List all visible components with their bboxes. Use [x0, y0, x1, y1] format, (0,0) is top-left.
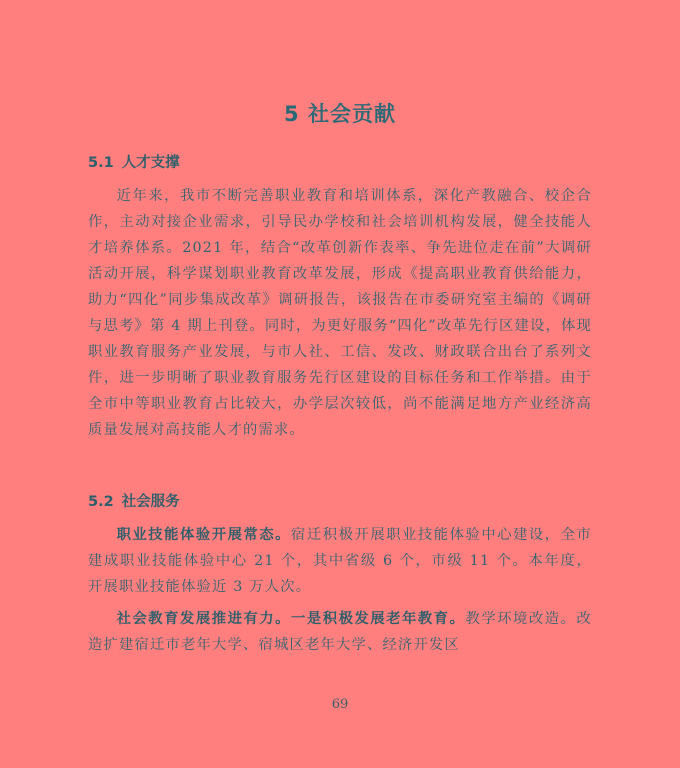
paragraph-body: 教学环境改造。改造扩建宿迁市老年大学、宿城区老年大学、经济开发区: [88, 611, 592, 653]
paragraph-lead: 社会教育发展推进有力。一是积极发展老年教育。: [116, 611, 466, 627]
section-number: 5.1: [88, 155, 114, 171]
paragraph-body: 宿迁积极开展职业技能体验中心建设，全市建成职业技能体验中心 21 个，其中省级 6 个，市级 11 个。本年度，开展职业技能体验近 3 万人次。: [88, 527, 592, 595]
chapter-title: 5 社会贡献: [284, 102, 396, 126]
section-heading-5-1: [88, 151, 180, 172]
section-title: 人才支撑: [121, 155, 180, 171]
paragraph-lead: 职业技能体验开展常态。: [116, 527, 292, 543]
paragraph-talent-support: 近年来，我市不断完善职业教育和培训体系，深化产教融合、校企合作，主动对接企业需求，引导民办学校和社会培训机构发展，健全技能人才培养体系。2021 年，结合“改革创新作表率、争先进位走在前”大调研活动开展，科学谋划职业教育改革发展，形成《提高职业教育供给能力，助力“四化”同步集成改革》调研报告，该报告在市委研究室主编的《调研与思考》第 4 期上刊登。同时，为更好服务“四化”改革先行区建设，体现职业教育服务产业发展，与市人社、工信、发改、财政联合出台了系列文件，进一步明晰了职业教育服务先行区建设的目标任务和工作举措。由于全市中等职业教育占比较大，办学层次较低，尚不能满足地方产业经济高质量发展对高技能人才的需求。: [88, 188, 592, 438]
page-number: 69: [331, 697, 349, 712]
section-title: 社会服务: [121, 494, 180, 510]
section-number: 5.2: [88, 494, 114, 510]
paragraph-social-education: [88, 606, 592, 658]
paragraph-skills-experience: [88, 522, 592, 600]
section-heading-5-2: [88, 490, 180, 511]
